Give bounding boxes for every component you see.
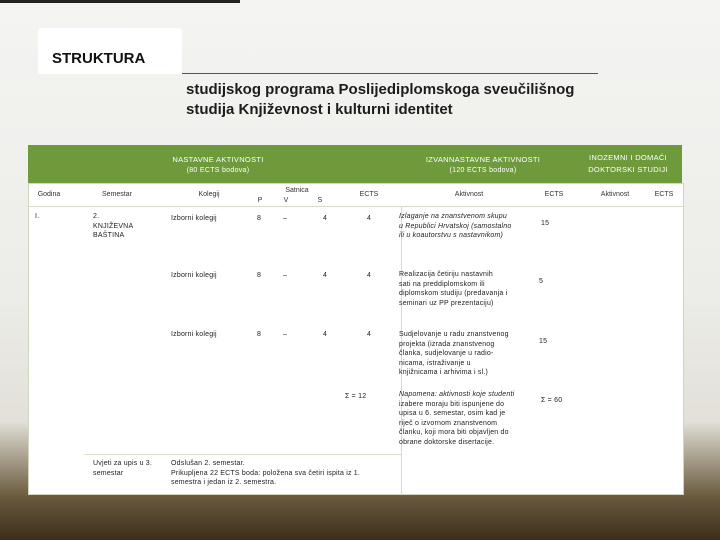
sum-ects2: Σ = 60 <box>541 397 563 404</box>
row2-aktivnost <box>399 270 507 308</box>
col-satnica: Satnica <box>285 187 309 194</box>
header-nastavne: NASTAVNE AKTIVNOSTI <box>172 155 264 164</box>
header-inozemni-2: DOKTORSKI STUDIJI <box>588 165 668 174</box>
uvjeti-text <box>171 459 360 488</box>
row1-ects: 4 <box>367 215 372 222</box>
col-p: P <box>257 197 263 204</box>
napomena-line: izabere moraju biti ispunjene do <box>399 400 505 408</box>
col-ects2: ECTS <box>544 191 564 198</box>
row3-s: 4 <box>323 331 328 338</box>
uvjeti-divider <box>85 454 401 455</box>
aktivnost-line: nicama, istraživanje u <box>399 359 471 367</box>
napomena-line: obrane doktorske disertacije. <box>399 438 495 446</box>
row3-v: – <box>283 331 288 338</box>
row1-ects2: 15 <box>541 220 550 227</box>
row2-ects: 4 <box>367 272 372 279</box>
aktivnost-line: članka, sudjelovanje u radio- <box>399 350 494 357</box>
page-subtitle <box>186 80 606 120</box>
row3-kolegij: Izborni kolegij <box>171 331 217 338</box>
napomena-line: članku, koji mora biti objavljen do <box>399 429 509 436</box>
row2-v: – <box>283 272 288 279</box>
row3-aktivnost <box>399 330 509 378</box>
aktivnost-line: knjižnicama i arhivima i sl.) <box>399 369 489 376</box>
uvjeti-label <box>93 459 152 478</box>
row1-s: 4 <box>323 215 328 222</box>
uvjeti-text-line: semestra i jedan iz 2. semestra. <box>171 479 277 486</box>
top-accent-bar <box>0 0 240 3</box>
table-header-band <box>28 145 682 183</box>
uvjeti-text-line: Prikupljena 22 ECTS boda: položena sva četiri ispita iz 1. <box>171 469 361 477</box>
aktivnost-line: ili u koautorstvu s nastavnikom) <box>399 232 504 239</box>
aktivnost-line: diplomskom studiju (predavanja i <box>399 290 508 297</box>
col-ects: ECTS <box>359 191 379 198</box>
row1-aktivnost <box>399 212 511 241</box>
row1-kolegij: Izborni kolegij <box>171 215 217 222</box>
napomena <box>399 390 514 447</box>
col-semestar: Semestar <box>102 191 132 198</box>
semestar-line: KNJIŽEVNA <box>93 222 134 230</box>
aktivnost-line: Realizacija četiriju nastavnih <box>399 271 493 278</box>
row1-p: 8 <box>257 215 262 222</box>
col-s: S <box>317 197 323 204</box>
header-izvannastavne-sub: (120 ECTS bodova) <box>449 167 517 174</box>
aktivnost-line: seminari uz PP prezentaciju) <box>399 299 494 307</box>
semestar-value <box>93 212 133 241</box>
semestar-line: 2. <box>93 213 100 220</box>
row2-ects2: 5 <box>539 278 544 285</box>
sum-ects: Σ = 12 <box>345 393 367 400</box>
structure-table <box>28 183 684 495</box>
title-divider <box>182 73 598 74</box>
col-ects3: ECTS <box>654 191 674 198</box>
row3-p: 8 <box>257 331 262 338</box>
uvjeti-text-line: Odslušan 2. semestar. <box>171 460 245 467</box>
napomena-line <box>399 390 514 400</box>
aktivnost-line: projekta (izrada znanstvenog <box>399 340 495 348</box>
godina-value: I. <box>35 213 40 220</box>
page-title: STRUKTURA <box>52 50 146 67</box>
header-nastavne-sub: (80 ECTS bodova) <box>186 167 250 174</box>
row3-ects2: 15 <box>539 338 548 345</box>
semestar-line: BAŠTINA <box>93 232 125 239</box>
header-row-divider <box>29 206 683 207</box>
col-kolegij: Kolegij <box>198 191 220 198</box>
col-aktivnost2: Aktivnost <box>600 191 630 198</box>
row1-v: – <box>283 215 288 222</box>
row2-p: 8 <box>257 272 262 279</box>
uvjeti-line: Uvjeti za upis u 3. <box>93 460 153 467</box>
aktivnost-line: sati na preddiplomskom ili <box>399 280 485 288</box>
napomena-line: upisa u 6. semestar, osim kad je <box>399 410 506 417</box>
header-inozemni-1: INOZEMNI I DOMAĆI <box>588 153 668 162</box>
aktivnost-line: Sudjelovanje u radu znanstvenog <box>399 331 509 338</box>
subtitle-line-1: studijskog programa Poslijediplomskoga sveučilišnog <box>186 81 575 98</box>
aktivnost-line: Izlaganje na znanstvenom skupu <box>399 213 507 220</box>
col-godina: Godina <box>37 191 61 198</box>
row2-s: 4 <box>323 272 328 279</box>
subtitle-line-2: studija Književnost i kulturni identitet <box>186 101 453 118</box>
aktivnost-line: u Republici Hrvatskoj (samostalno <box>399 222 512 230</box>
row2-kolegij: Izborni kolegij <box>171 272 217 279</box>
uvjeti-line: semestar <box>93 469 124 477</box>
row3-ects: 4 <box>367 331 372 338</box>
header-izvannastavne: IZVANNASTAVNE AKTIVNOSTI <box>425 155 541 164</box>
napomena-line: riječ o izvornom znanstvenom <box>399 419 498 427</box>
title-tab <box>38 28 182 74</box>
col-aktivnost: Aktivnost <box>454 191 484 198</box>
napomena-line-1: Napomena: aktivnosti koje studenti <box>399 391 515 398</box>
col-v: V <box>283 197 289 204</box>
